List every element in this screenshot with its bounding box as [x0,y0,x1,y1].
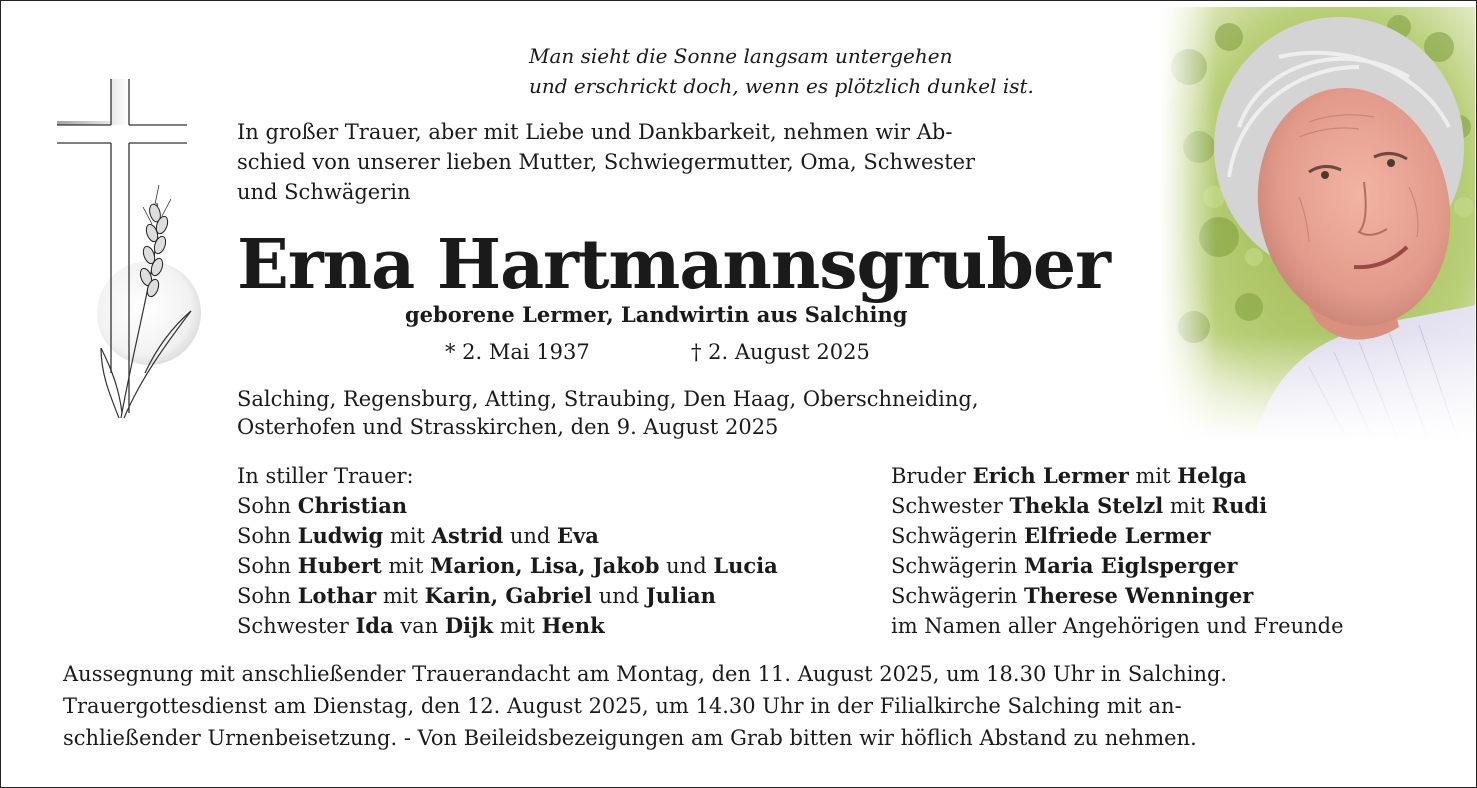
mourner-relation: Schwägerin [891,584,1024,608]
mourner-relation: mit [493,614,542,638]
mourner-right-row [891,611,1344,641]
mourner-relation: und [503,524,558,548]
funeral-line-3: schließender Urnenbeisetzung. - Von Beileidsbezeigungen am Grab bitten wir höflich Abstand zu nehmen. [63,726,1197,750]
mourner-relation: Schwägerin [891,524,1024,548]
funeral-details [63,658,1227,754]
deceased-name: Erna Hartmannsgruber [237,225,1110,305]
quote-line-1: Man sieht die Sonne langsam untergehen [529,44,953,68]
mourner-right-row [891,461,1344,491]
mourner-name: Therese Wenninger [1024,583,1254,608]
funeral-line-2: Trauergottesdienst am Dienstag, den 12. August 2025, um 14.30 Uhr in der Filialkirche Salching mit an- [63,694,1182,718]
mourner-name: Ludwig [297,523,384,548]
mourner-relation: Schwester [891,494,1010,518]
mourner-name: Lucia [713,553,778,578]
mourner-relation: und [659,554,714,578]
mourner-left-row [237,611,778,641]
mourner-relation: Sohn [237,524,298,548]
mourner-name: Hubert [297,553,382,578]
mourner-name: Henk [541,613,605,638]
mourner-right-row [891,581,1344,611]
mourners-left-list [237,491,778,641]
cross-with-wheat-icon [49,73,219,433]
places-line-1: Salching, Regensburg, Atting, Straubing, Den Haag, Oberschneiding, [237,387,979,411]
mourner-relation: Sohn [237,584,298,608]
mourner-relation: und [592,584,646,608]
mourner-name: Dijk [444,613,494,638]
mourner-left-row [237,521,778,551]
mourner-name: Ida [355,613,394,638]
mourner-relation: mit [376,584,425,608]
intro-line-2: schied von unserer lieben Mutter, Schwiegermutter, Oma, Schwester [237,150,976,174]
quote [529,41,1034,101]
mourner-name: Helga [1177,463,1247,488]
mourner-relation: Bruder [891,464,973,488]
mourner-name: Lothar [297,583,377,608]
mourner-name: Julian [645,583,716,608]
mourner-right-row [891,491,1344,521]
mourner-relation: Schwester [237,614,356,638]
birth-date: * 2. Mai 1937 [445,340,590,364]
portrait-photo [1159,7,1475,443]
mourner-left-row [237,551,778,581]
quote-line-2: und erschrickt doch, wenn es plötzlich dunkel ist. [529,74,1034,98]
intro-line-3: und Schwägerin [237,180,411,204]
mourner-relation: mit [383,524,432,548]
places-line-2: Osterhofen und Strasskirchen, den 9. August 2025 [237,415,779,439]
mourner-relation: Sohn [237,554,298,578]
mourner-relation: mit [381,554,431,578]
mourner-relation: van [393,614,445,638]
funeral-line-1: Aussegnung mit anschließender Trauerandacht am Montag, den 11. August 2025, um 18.30 Uhr in Salching. [63,662,1228,686]
mourner-name: Astrid [431,523,504,548]
mourner-name: Maria Eiglsperger [1024,553,1238,578]
mourners-right [891,461,1344,641]
mourner-name: Elfriede Lermer [1024,523,1211,548]
mourner-name: Thekla Stelzl [1009,493,1164,518]
intro-line-1: In großer Trauer, aber mit Liebe und Dankbarkeit, nehmen wir Ab- [237,120,953,144]
mourner-left-row [237,491,778,521]
mourners-heading: In stiller Trauer: [237,464,414,488]
mourner-name: Marion, Lisa, Jakob [430,553,660,578]
mourners-left [237,461,778,641]
intro-text [237,117,975,207]
mourners-right-list [891,461,1344,641]
mourner-name: Rudi [1211,493,1268,518]
mourner-name: Karin, Gabriel [424,583,593,608]
mourner-relation: mit [1163,494,1212,518]
mourner-name: Christian [297,493,408,518]
mourner-right-row [891,551,1344,581]
mourner-right-row [891,521,1344,551]
mourner-relation: im Namen aller Angehörigen und Freunde [891,614,1344,638]
mourner-relation: mit [1128,464,1178,488]
mourner-left-row [237,581,778,611]
birth-name: geborene Lermer, Landwirtin aus Salching [405,302,908,327]
mourner-relation: Schwägerin [891,554,1024,578]
places-date [237,385,979,441]
death-date: † 2. August 2025 [691,340,870,364]
mourner-name: Erich Lermer [972,463,1129,488]
mourner-relation: Sohn [237,494,298,518]
mourner-name: Eva [557,523,599,548]
